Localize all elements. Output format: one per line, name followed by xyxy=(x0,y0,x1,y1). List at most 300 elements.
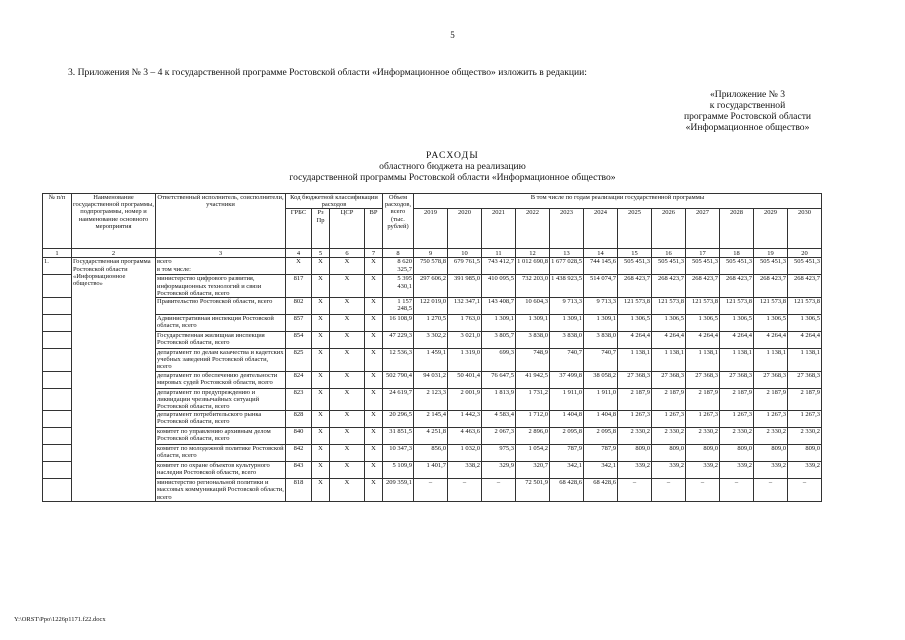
year-value: 1 763,0 xyxy=(448,315,482,332)
year-value: 339,2 xyxy=(652,462,686,479)
year-value: 1 401,7 xyxy=(414,462,448,479)
year-value: – xyxy=(686,479,720,502)
year-value: 1 438 923,5 xyxy=(550,275,584,298)
footer-path: Y:\ORST\Ppo\1226p1171.f22.docx xyxy=(14,616,106,623)
index-cell: 8 xyxy=(383,249,414,258)
code-csr: X xyxy=(330,462,365,479)
executor-text: Административная инспекция Ростовской области, всего xyxy=(157,315,274,330)
year-value: 3 302,2 xyxy=(414,332,448,349)
code-rzpr: X xyxy=(312,462,330,479)
year-value: 787,9 xyxy=(584,445,618,462)
code-grbs: 854 xyxy=(286,332,312,349)
year-value: 297 606,2 xyxy=(414,275,448,298)
code-vr: X xyxy=(365,298,383,315)
header-row xyxy=(43,194,822,209)
year-value: 38 058,2 xyxy=(584,371,618,388)
total-cell: 8 620 325,7 xyxy=(383,258,414,275)
year-value: 2 067,3 xyxy=(482,428,516,445)
year-value: 2 187,9 xyxy=(788,388,822,411)
index-cell: 11 xyxy=(482,249,516,258)
header-year: 2029 xyxy=(754,209,788,249)
year-value: 809,0 xyxy=(720,445,754,462)
year-value: 1 138,1 xyxy=(652,349,686,372)
year-value: 1 404,8 xyxy=(584,411,618,428)
year-value: 787,9 xyxy=(550,445,584,462)
year-value: 122 019,0 xyxy=(414,298,448,315)
row-num-empty xyxy=(43,332,72,349)
year-value: – xyxy=(788,479,822,502)
year-value: – xyxy=(414,479,448,502)
year-value: 2 187,9 xyxy=(618,388,652,411)
code-csr: X xyxy=(330,428,365,445)
year-value: 1 442,3 xyxy=(448,411,482,428)
table-row xyxy=(43,275,822,298)
executor-cell xyxy=(156,479,286,502)
header-year: 2024 xyxy=(584,209,618,249)
year-value: 1 138,1 xyxy=(618,349,652,372)
header-year: 2026 xyxy=(652,209,686,249)
index-cell: 18 xyxy=(720,249,754,258)
code-vr: X xyxy=(365,462,383,479)
index-cell: 19 xyxy=(754,249,788,258)
year-value: – xyxy=(652,479,686,502)
code-vr: X xyxy=(365,258,383,275)
year-value: 10 604,3 xyxy=(516,298,550,315)
total-cell: 209 359,1 xyxy=(383,479,414,502)
title-line: государственной программы Ростовской области «Информационное общество» xyxy=(289,172,616,183)
total-cell: 16 108,9 xyxy=(383,315,414,332)
total-cell: 1 157 248,5 xyxy=(383,298,414,315)
year-value: 72 501,9 xyxy=(516,479,550,502)
year-value: 339,2 xyxy=(618,462,652,479)
intro-text: 3. Приложения № 3 – 4 к государственной программе Ростовской области «Информационное общество» изложить в редакции: xyxy=(68,67,587,78)
year-value: 132 347,1 xyxy=(448,298,482,315)
year-value: 50 401,4 xyxy=(448,371,482,388)
expenses-table xyxy=(42,193,822,502)
header-num: № п/п xyxy=(43,194,72,249)
year-value: 1 054,2 xyxy=(516,445,550,462)
code-grbs: 840 xyxy=(286,428,312,445)
year-value: 4 264,4 xyxy=(754,332,788,349)
row-num-empty xyxy=(43,462,72,479)
code-vr: X xyxy=(365,388,383,411)
index-cell: 16 xyxy=(652,249,686,258)
appendix-line: «Информационное общество» xyxy=(685,122,810,133)
row-num-empty xyxy=(43,315,72,332)
year-value: 1 911,0 xyxy=(584,388,618,411)
year-value: 1 267,3 xyxy=(686,411,720,428)
year-value: 809,0 xyxy=(652,445,686,462)
row-num-empty xyxy=(43,445,72,462)
table-row xyxy=(43,411,822,428)
index-cell: 13 xyxy=(550,249,584,258)
executor-cell xyxy=(156,258,286,275)
year-value: 1 404,8 xyxy=(550,411,584,428)
year-value: 1 267,3 xyxy=(788,411,822,428)
table-row xyxy=(43,349,822,372)
table-row xyxy=(43,388,822,411)
year-value: 1 813,9 xyxy=(482,388,516,411)
year-value: 1 306,5 xyxy=(754,315,788,332)
year-value: 1 459,1 xyxy=(414,349,448,372)
index-cell: 12 xyxy=(516,249,550,258)
code-grbs: 823 xyxy=(286,388,312,411)
year-value: 4 583,4 xyxy=(482,411,516,428)
year-value: – xyxy=(720,479,754,502)
header-year: 2023 xyxy=(550,209,584,249)
executor-cell xyxy=(156,275,286,298)
year-value: 2 145,4 xyxy=(414,411,448,428)
year-value: 4 264,4 xyxy=(618,332,652,349)
code-csr: X xyxy=(330,388,365,411)
code-csr: X xyxy=(330,315,365,332)
year-value: 339,2 xyxy=(686,462,720,479)
code-vr: X xyxy=(365,479,383,502)
code-grbs: 824 xyxy=(286,371,312,388)
year-value: 1 309,1 xyxy=(550,315,584,332)
year-value: 68 428,6 xyxy=(550,479,584,502)
row-num-empty xyxy=(43,411,72,428)
index-cell: 4 xyxy=(286,249,312,258)
executor-text: департамент по предупреждению и ликвидации чрезвычайных ситуаций Ростовской области, всего xyxy=(157,388,260,411)
year-value: – xyxy=(618,479,652,502)
executor-text: Государственная жилищная инспекция Ростовской области, всего xyxy=(157,332,265,347)
index-cell: 1 xyxy=(43,249,72,258)
year-value: 4 264,4 xyxy=(686,332,720,349)
year-value: 329,9 xyxy=(482,462,516,479)
executor-cell xyxy=(156,349,286,372)
code-rzpr: X xyxy=(312,298,330,315)
year-value: 809,0 xyxy=(788,445,822,462)
total-cell: 10 347,3 xyxy=(383,445,414,462)
executor-cell xyxy=(156,462,286,479)
header-vr: ВР xyxy=(365,209,383,249)
index-cell: 6 xyxy=(330,249,365,258)
code-grbs: X xyxy=(286,258,312,275)
year-value: 2 187,9 xyxy=(754,388,788,411)
year-value: 121 573,8 xyxy=(618,298,652,315)
row-num-empty xyxy=(43,371,72,388)
header-year: 2021 xyxy=(482,209,516,249)
header-grbs: ГРБС xyxy=(286,209,312,249)
index-cell: 9 xyxy=(414,249,448,258)
row-num-empty xyxy=(43,298,72,315)
executor-cell xyxy=(156,332,286,349)
year-value: 679 761,5 xyxy=(448,258,482,275)
year-value: 121 573,8 xyxy=(720,298,754,315)
year-value: 3 838,0 xyxy=(584,332,618,349)
header-budget-code: Код бюджетной классификации расходов xyxy=(286,194,383,209)
index-cell: 2 xyxy=(72,249,156,258)
executor-text: департамент по обеспечению деятельности мировых судей Ростовской области, всего xyxy=(157,371,278,386)
year-value: 1 267,3 xyxy=(618,411,652,428)
year-value: – xyxy=(754,479,788,502)
row-num-empty xyxy=(43,479,72,502)
executor-cell xyxy=(156,371,286,388)
code-grbs: 825 xyxy=(286,349,312,372)
year-value: 339,2 xyxy=(788,462,822,479)
table-row xyxy=(43,332,822,349)
year-value: 505 451,3 xyxy=(788,258,822,275)
year-value: 514 074,7 xyxy=(584,275,618,298)
year-value: 809,0 xyxy=(618,445,652,462)
year-value: 27 368,3 xyxy=(788,371,822,388)
year-value: 505 451,3 xyxy=(720,258,754,275)
year-value: 2 187,9 xyxy=(720,388,754,411)
year-value: 27 368,3 xyxy=(652,371,686,388)
code-grbs: 828 xyxy=(286,411,312,428)
code-rzpr: X xyxy=(312,275,330,298)
code-vr: X xyxy=(365,445,383,462)
year-value: 2 123,3 xyxy=(414,388,448,411)
year-value: 391 985,0 xyxy=(448,275,482,298)
header-year: 2028 xyxy=(720,209,754,249)
header-years-group: В том числе по годам реализации государственной программы xyxy=(414,194,822,209)
year-value: 121 573,8 xyxy=(652,298,686,315)
title-line: областного бюджета на реализацию xyxy=(379,161,526,172)
code-grbs: 843 xyxy=(286,462,312,479)
total-cell: 47 229,3 xyxy=(383,332,414,349)
executor-sub: в том числе: xyxy=(157,265,191,273)
year-value: 121 573,8 xyxy=(788,298,822,315)
year-value: 4 251,8 xyxy=(414,428,448,445)
year-value: 3 838,0 xyxy=(516,332,550,349)
year-value: 1 306,5 xyxy=(720,315,754,332)
page-number: 5 xyxy=(450,30,455,40)
year-value: 1 309,1 xyxy=(516,315,550,332)
table-row xyxy=(43,298,822,315)
appendix-line: «Приложение № 3 xyxy=(709,89,786,100)
table-row xyxy=(43,445,822,462)
year-value: 505 451,3 xyxy=(652,258,686,275)
year-value: 505 451,3 xyxy=(618,258,652,275)
index-cell: 7 xyxy=(365,249,383,258)
year-value: 1 306,5 xyxy=(618,315,652,332)
table-row xyxy=(43,315,822,332)
year-value: 9 713,3 xyxy=(550,298,584,315)
year-value: 4 264,4 xyxy=(652,332,686,349)
year-value: 121 573,8 xyxy=(754,298,788,315)
document-title xyxy=(0,150,905,183)
year-value: 2 330,2 xyxy=(754,428,788,445)
code-csr: X xyxy=(330,479,365,502)
code-csr: X xyxy=(330,275,365,298)
header-year: 2020 xyxy=(448,209,482,249)
year-value: 1 012 690,8 xyxy=(516,258,550,275)
row-num-empty xyxy=(43,349,72,372)
year-value: 2 095,8 xyxy=(584,428,618,445)
year-value: 268 423,7 xyxy=(754,275,788,298)
year-value: 2 330,2 xyxy=(618,428,652,445)
code-csr: X xyxy=(330,298,365,315)
executor-cell xyxy=(156,298,286,315)
year-value: 750 578,8 xyxy=(414,258,448,275)
year-value: 1 306,5 xyxy=(686,315,720,332)
code-rzpr: X xyxy=(312,411,330,428)
table-row xyxy=(43,462,822,479)
year-value: 342,1 xyxy=(584,462,618,479)
code-csr: X xyxy=(330,411,365,428)
code-rzpr: X xyxy=(312,371,330,388)
year-value: 2 187,9 xyxy=(686,388,720,411)
year-value: 740,7 xyxy=(584,349,618,372)
appendix-line: программе Ростовской области xyxy=(683,111,812,122)
header-year: 2027 xyxy=(686,209,720,249)
code-grbs: 818 xyxy=(286,479,312,502)
executor-text: всего xyxy=(157,258,172,266)
year-value: 27 368,3 xyxy=(720,371,754,388)
row-num-empty xyxy=(43,428,72,445)
total-cell: 5 395 430,1 xyxy=(383,275,414,298)
code-vr: X xyxy=(365,349,383,372)
index-cell: 15 xyxy=(618,249,652,258)
code-vr: X xyxy=(365,332,383,349)
year-value: 2 330,2 xyxy=(686,428,720,445)
code-grbs: 817 xyxy=(286,275,312,298)
year-value: 1 270,5 xyxy=(414,315,448,332)
year-value: 1 138,1 xyxy=(754,349,788,372)
year-value: 9 713,3 xyxy=(584,298,618,315)
code-rzpr: X xyxy=(312,479,330,502)
year-value: 143 408,7 xyxy=(482,298,516,315)
year-value: 505 451,3 xyxy=(754,258,788,275)
code-rzpr: X xyxy=(312,428,330,445)
row-num-empty xyxy=(43,388,72,411)
executor-text: комитет по охране объектов культурного наследия Ростовской области, всего xyxy=(157,462,270,477)
header-csr: ЦСР xyxy=(330,209,365,249)
year-value: 3 838,0 xyxy=(550,332,584,349)
executor-text: Правительство Ростовской области, всего xyxy=(157,298,273,306)
year-value: 1 309,1 xyxy=(482,315,516,332)
year-value: 1 306,5 xyxy=(788,315,822,332)
code-csr: X xyxy=(330,258,365,275)
year-value: 1 138,1 xyxy=(686,349,720,372)
executor-cell xyxy=(156,388,286,411)
code-vr: X xyxy=(365,371,383,388)
year-value: 748,9 xyxy=(516,349,550,372)
year-value: 2 896,0 xyxy=(516,428,550,445)
appendix-header xyxy=(630,89,865,133)
year-value: 2 095,8 xyxy=(550,428,584,445)
table-row xyxy=(43,258,822,275)
total-cell: 12 536,3 xyxy=(383,349,414,372)
year-value: 410 095,5 xyxy=(482,275,516,298)
header-executor: Ответственный исполнитель, соисполнители, участники xyxy=(156,194,286,249)
table-row xyxy=(43,479,822,502)
year-value: – xyxy=(482,479,516,502)
year-value: 121 573,8 xyxy=(686,298,720,315)
year-value: 740,7 xyxy=(550,349,584,372)
year-value: 268 423,7 xyxy=(686,275,720,298)
year-value: 856,0 xyxy=(414,445,448,462)
code-vr: X xyxy=(365,411,383,428)
year-value: – xyxy=(448,479,482,502)
code-grbs: 857 xyxy=(286,315,312,332)
header-name: Наименование государственной программы, подпрограммы, номер и наименование основного мероприятия xyxy=(72,194,156,249)
code-grbs: 842 xyxy=(286,445,312,462)
year-value: 4 463,6 xyxy=(448,428,482,445)
year-value: 342,1 xyxy=(550,462,584,479)
code-csr: X xyxy=(330,332,365,349)
year-value: 27 368,3 xyxy=(754,371,788,388)
header-volume: Объем расходов, всего (тыс. рублей) xyxy=(383,194,414,249)
appendix-line: к государственной xyxy=(709,100,786,111)
executor-cell xyxy=(156,445,286,462)
year-value: 1 306,5 xyxy=(652,315,686,332)
executor-text: министерство региональной политики и массовых коммуникаций Ростовской области, всего xyxy=(157,479,284,501)
index-cell: 17 xyxy=(686,249,720,258)
year-value: 339,2 xyxy=(754,462,788,479)
year-value: 699,3 xyxy=(482,349,516,372)
total-cell: 31 851,5 xyxy=(383,428,414,445)
year-value: 2 187,9 xyxy=(652,388,686,411)
year-value: 2 001,9 xyxy=(448,388,482,411)
year-value: 268 423,7 xyxy=(618,275,652,298)
year-value: 809,0 xyxy=(686,445,720,462)
year-value: 1 267,3 xyxy=(754,411,788,428)
table-row xyxy=(43,428,822,445)
year-value: 1 677 028,5 xyxy=(550,258,584,275)
year-value: 4 264,4 xyxy=(720,332,754,349)
year-value: 975,3 xyxy=(482,445,516,462)
year-value: 809,0 xyxy=(754,445,788,462)
table-row xyxy=(43,371,822,388)
row-num-empty xyxy=(43,275,72,298)
executor-text: департамент потребительского рынка Ростовской области, всего xyxy=(157,411,262,426)
year-value: 743 412,7 xyxy=(482,258,516,275)
total-cell: 20 296,5 xyxy=(383,411,414,428)
year-value: 268 423,7 xyxy=(652,275,686,298)
executor-text: департамент по делам казачества и кадетских учебных заведений Ростовской области, всего xyxy=(157,349,284,371)
header-year: 2022 xyxy=(516,209,550,249)
year-value: 1 319,0 xyxy=(448,349,482,372)
code-csr: X xyxy=(330,349,365,372)
code-rzpr: X xyxy=(312,388,330,411)
code-rzpr: X xyxy=(312,349,330,372)
year-value: 2 330,2 xyxy=(652,428,686,445)
year-value: 94 031,2 xyxy=(414,371,448,388)
code-csr: X xyxy=(330,371,365,388)
header-year: 2030 xyxy=(788,209,822,249)
index-cell: 14 xyxy=(584,249,618,258)
year-value: 1 731,2 xyxy=(516,388,550,411)
row-num: 1. xyxy=(43,258,72,275)
year-value: 2 330,2 xyxy=(788,428,822,445)
total-cell: 5 109,9 xyxy=(383,462,414,479)
year-value: 3 021,0 xyxy=(448,332,482,349)
code-rzpr: X xyxy=(312,258,330,275)
index-cell: 20 xyxy=(788,249,822,258)
year-value: 505 451,3 xyxy=(686,258,720,275)
total-cell: 24 619,7 xyxy=(383,388,414,411)
executor-cell xyxy=(156,428,286,445)
year-value: 37 499,8 xyxy=(550,371,584,388)
header-year: 2019 xyxy=(414,209,448,249)
year-value: 744 145,6 xyxy=(584,258,618,275)
year-value: 1 712,0 xyxy=(516,411,550,428)
title-line: РАСХОДЫ xyxy=(426,150,479,161)
year-value: 1 267,3 xyxy=(652,411,686,428)
code-rzpr: X xyxy=(312,315,330,332)
executor-text: комитет по управлению архивным делом Ростовской области, всего xyxy=(157,428,271,443)
total-cell: 502 790,4 xyxy=(383,371,414,388)
header-rzpr: Рз Пр xyxy=(312,209,330,249)
code-vr: X xyxy=(365,315,383,332)
year-value: 4 264,4 xyxy=(788,332,822,349)
year-value: 27 368,3 xyxy=(618,371,652,388)
code-rzpr: X xyxy=(312,445,330,462)
code-vr: X xyxy=(365,428,383,445)
